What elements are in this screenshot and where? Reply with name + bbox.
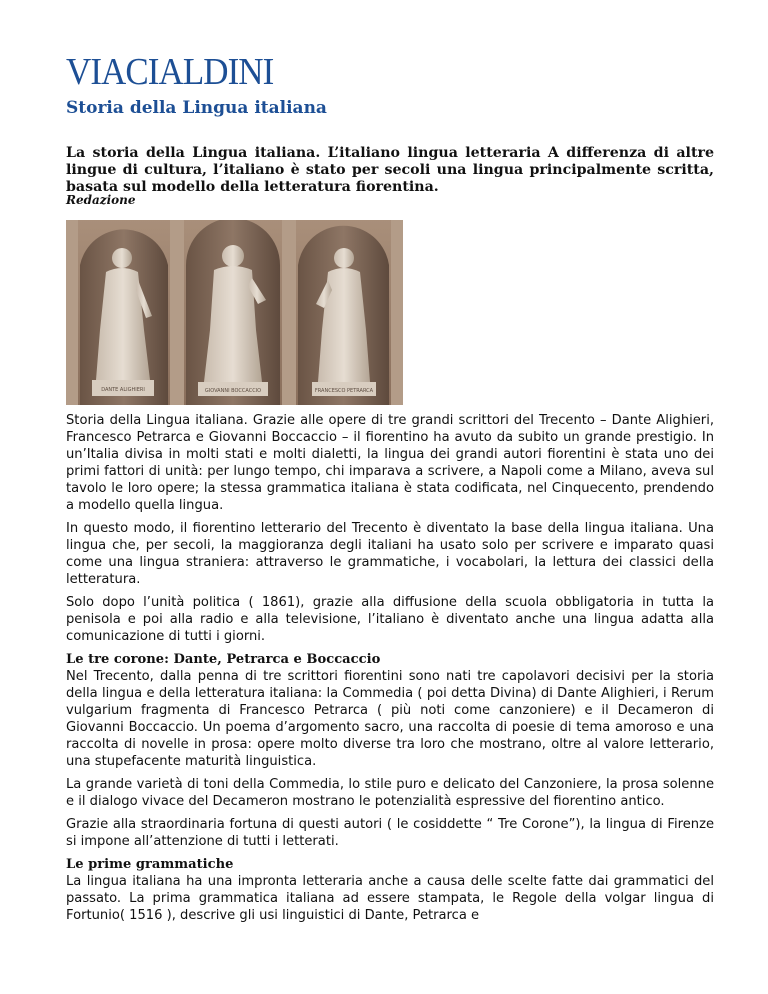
paragraph: In questo modo, il fiorentino letterario del Trecento è diventato la base della lingua italiana. Una lingua che, per secoli, la maggioranza degli italiani ha usato solo per scrivere e imparato quasi come una lingua straniera: attraverso le grammatiche, i vocabolari, la lettura dei classici della letteratura.: [66, 521, 714, 587]
article-headline: La storia della Lingua italiana. L’italiano lingua letteraria A differenza di altre lingue di cultura, l’italiano è stato per secoli una lingua principalmente scritta, basata sul modello della letteratura fiorentina.: [66, 145, 714, 195]
paragraph: La grande varietà di toni della Commedia, lo stile puro e delicato del Canzoniere, la prosa solenne e il dialogo vivace del Decameron mostrano le potenzialità espressive del fiorentino antico.: [66, 777, 714, 809]
author-byline: Redazione: [66, 193, 136, 207]
section-heading: Le prime grammatiche: [66, 857, 234, 872]
paragraph: Solo dopo l’unità politica ( 1861), grazie alla diffusione della scuola obbligatoria in tutta la penisola e poi alla radio e alla televisione, l’italiano è diventato anche una lingua adatta alla comunicazione di tutti i giorni.: [66, 595, 714, 644]
paragraph: Grazie alla straordinaria fortuna di questi autori ( le cosiddette “ Tre Corone”), la lingua di Firenze si impone all’attenzione di tutti i letterati.: [66, 817, 714, 849]
article-body: [66, 412, 714, 930]
statues-image: [66, 220, 403, 405]
site-logo[interactable]: VIACIALDINI: [66, 51, 274, 93]
paragraph: Nel Trecento, dalla penna di tre scrittori fiorentini sono nati tre capolavori decisivi per la storia della lingua e della letteratura italiana: la Commedia ( poi detta Divina) di Dante Alighieri, i Rerum vulgarium fragmenta di Francesco Petrarca ( più noti come canzoniere) e il Decameron di Giovanni Boccaccio. Un poema d’argomento sacro, una raccolta di poesie di tema amoroso e una raccolta di novelle in prosa: opere molto diverse tra loro che mostrano, oltre al valore letterario, una stupefacente maturità linguistica.: [66, 669, 714, 769]
statue-caption: GIOVANNI BOCCACCIO: [204, 388, 262, 394]
statue-caption: DANTE ALIGHIERI: [101, 387, 145, 393]
paragraph: La lingua italiana ha una impronta letteraria anche a causa delle scelte fatte dai grammatici del passato. La prima grammatica italiana ad essere stampata, le Regole della volgar lingua di Fortunio( 1516 ), descrive gli usi linguistici di Dante, Petrarca e: [66, 874, 714, 923]
article-image-statues: [66, 220, 403, 405]
page-title: Storia della Lingua italiana: [66, 98, 327, 118]
statue-caption: FRANCESCO PETRARCA: [314, 388, 374, 394]
section-heading: Le tre corone: Dante, Petrarca e Boccaccio: [66, 652, 381, 667]
paragraph: Storia della Lingua italiana. Grazie alle opere di tre grandi scrittori del Trecento – Dante Alighieri, Francesco Petrarca e Giovanni Boccaccio – il fiorentino ha avuto da subito un grande prestigio. In un’Italia divisa in molti stati e molti dialetti, la lingua dei grandi autori fiorentini è stata uno dei primi fattori di unità: per lungo tempo, chi imparava a scrivere, a Napoli come a Milano, aveva sul tavolo le loro opere; la stessa grammatica italiana è stata codificata, nel Cinquecento, prendendo a modello quella lingua.: [66, 413, 714, 513]
